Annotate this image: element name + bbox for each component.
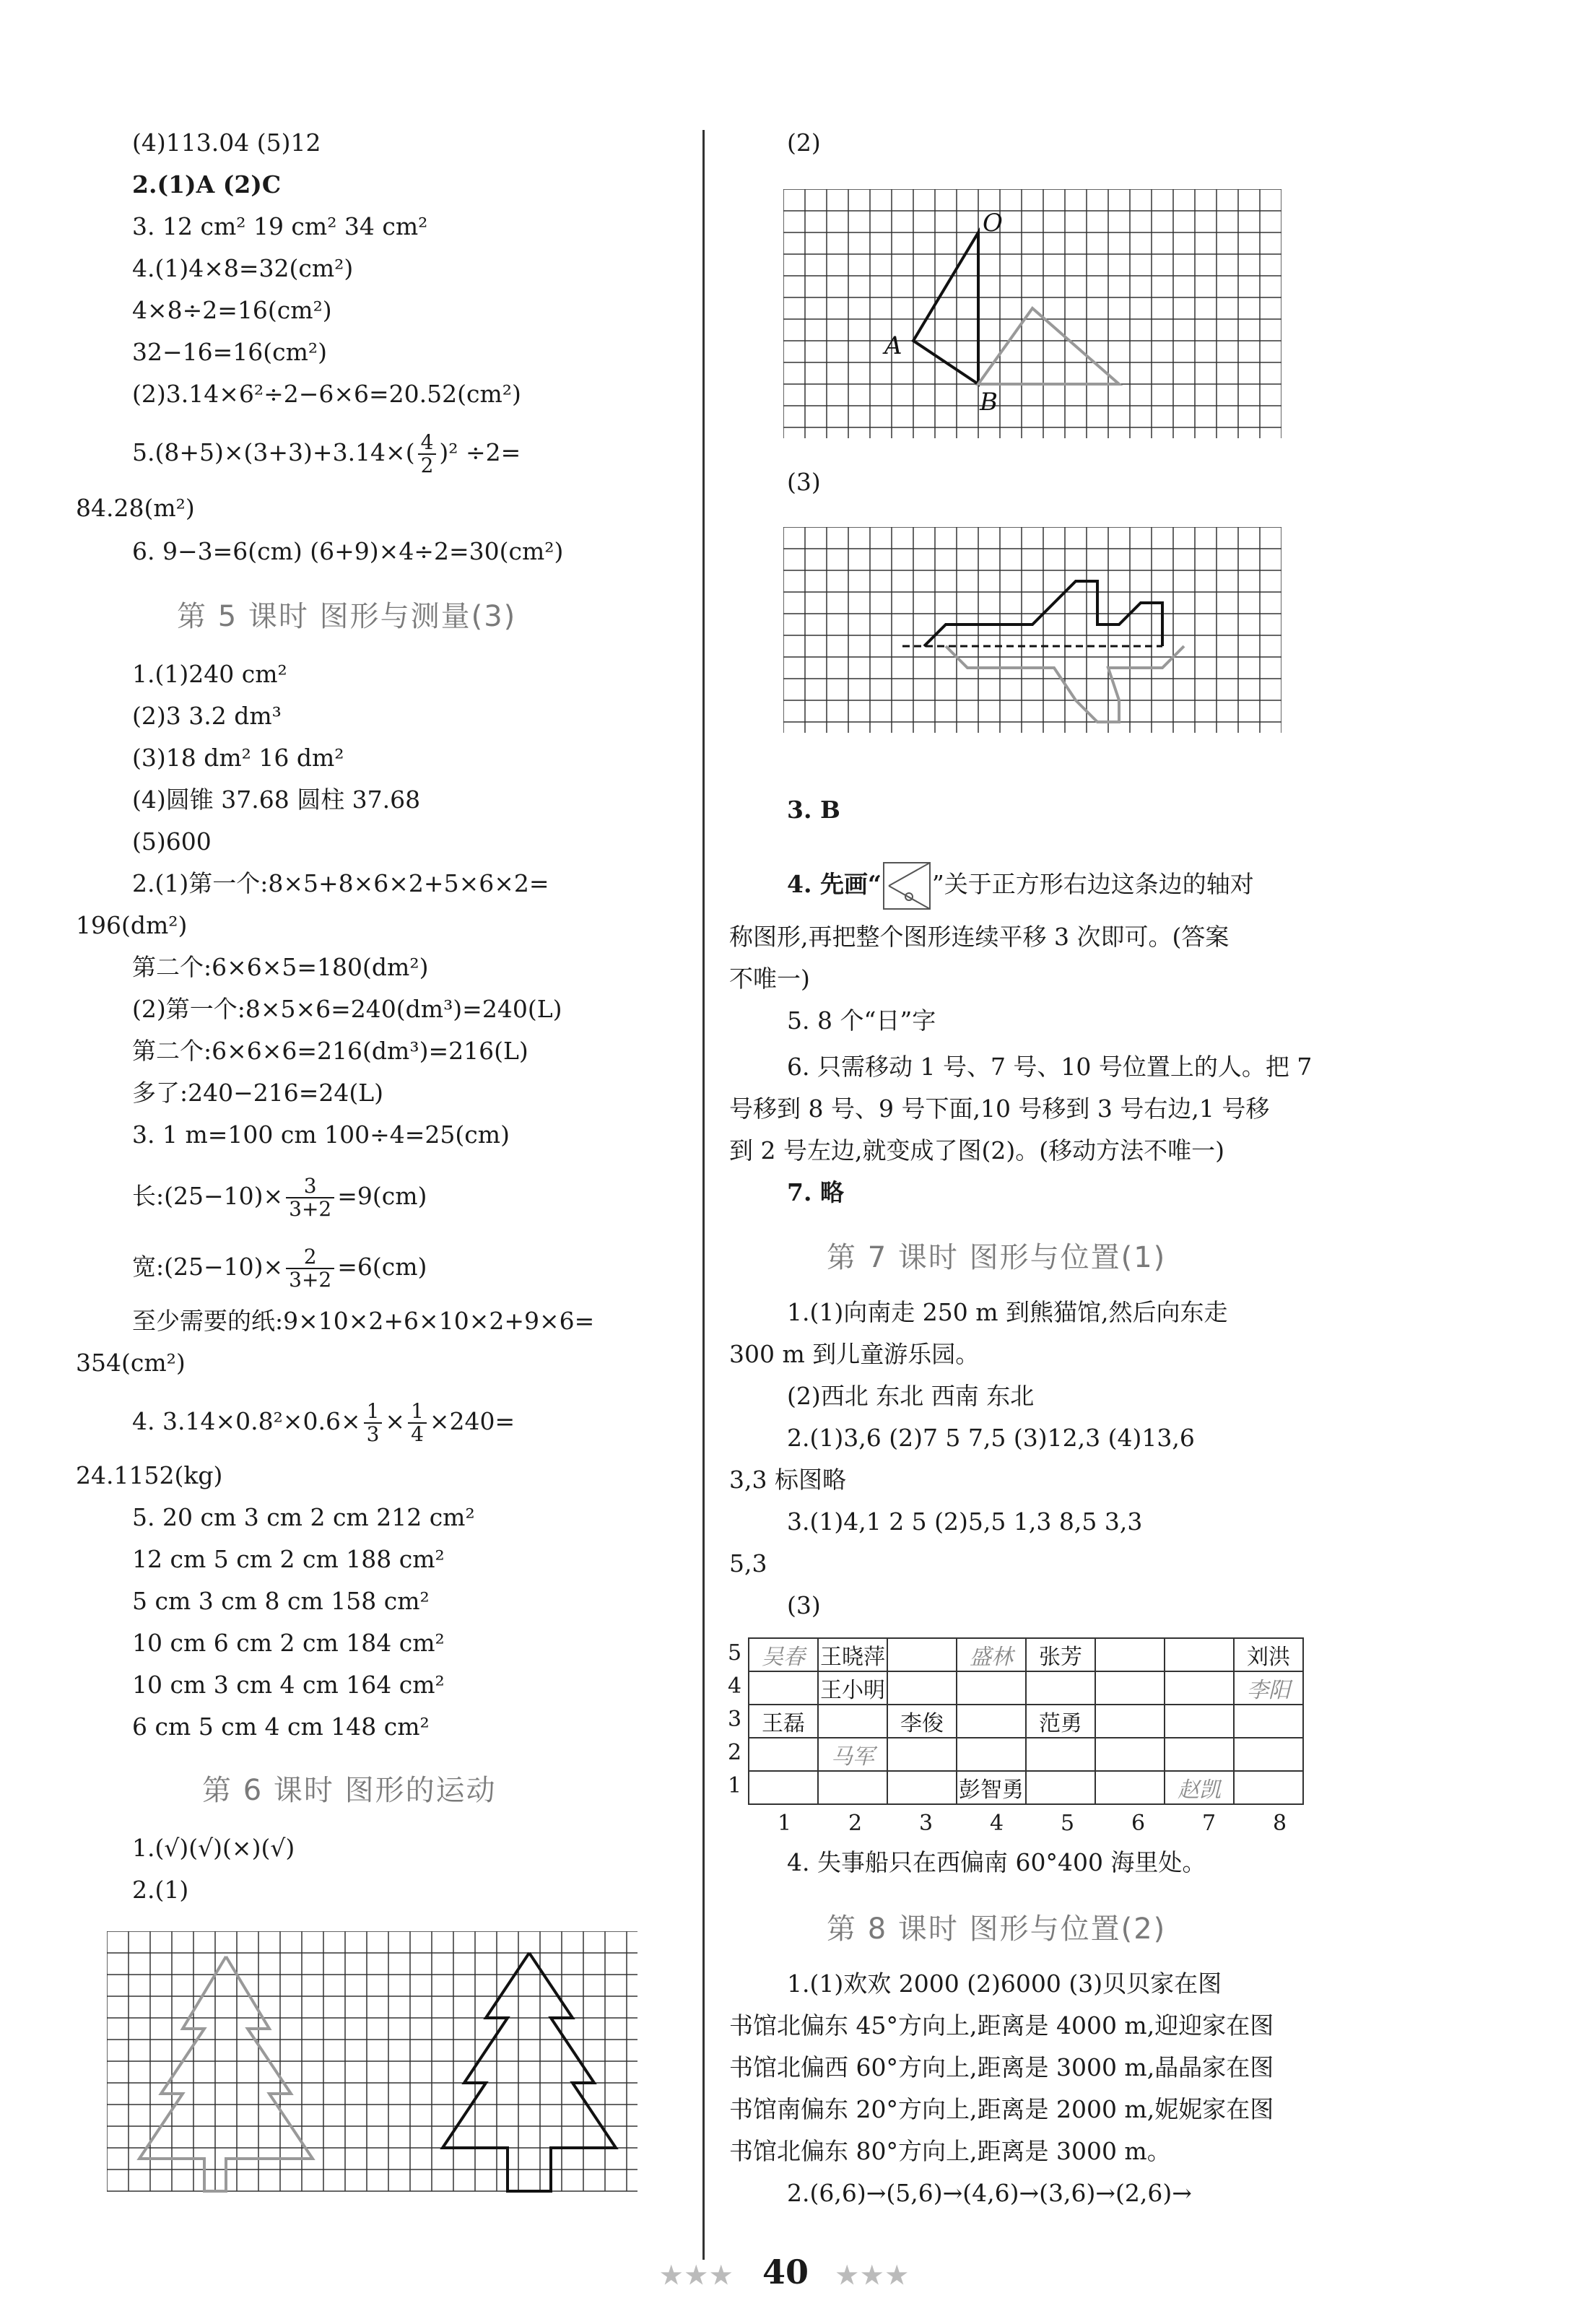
fraction: [286, 1175, 334, 1220]
answer-line: (3): [787, 1591, 821, 1619]
answer-line: 3. 1 m=100 cm 100÷4=25(cm): [132, 1120, 510, 1149]
table-cell: 盛林: [957, 1638, 1026, 1671]
table-cell: [1095, 1638, 1165, 1671]
answer-line: 10 cm 6 cm 2 cm 184 cm²: [132, 1629, 445, 1657]
table-cell: 范勇: [1026, 1705, 1095, 1738]
grid-lines: [783, 527, 1281, 733]
table-cell: 李阳: [1234, 1671, 1303, 1705]
answer-line: 2.(1)A (2)C: [132, 170, 282, 199]
table-cell: [887, 1771, 957, 1804]
answer-line: 书馆南偏东 20°方向上,距离是 2000 m,妮妮家在图: [729, 2095, 1274, 2123]
answer-line: 1.(1)欢欢 2000 (2)6000 (3)贝贝家在图: [787, 1970, 1222, 1998]
answer-line: 1.(1)240 cm²: [132, 660, 287, 688]
answer-line-with-fraction: [132, 1175, 427, 1220]
answer-line: 4.(1)4×8=32(cm²): [132, 254, 354, 282]
table-cell: 王磊: [749, 1705, 818, 1738]
answer-line: 5. 8 个“日”字: [787, 1006, 936, 1035]
answer-line: (4)113.04 (5)12: [132, 129, 321, 157]
answer-line: 24.1152(kg): [76, 1461, 223, 1489]
fraction-numerator: 1: [408, 1401, 427, 1424]
table-cell: [1095, 1671, 1165, 1705]
fraction-denominator: 2: [420, 453, 434, 477]
table-cell: 刘洪: [1234, 1638, 1303, 1671]
answer-line: (4)圆锥 37.68 圆柱 37.68: [132, 785, 421, 814]
answer-line: 300 m 到儿童游乐园。: [729, 1340, 980, 1368]
column-label: 3: [919, 1811, 934, 1836]
page-footer: [0, 2253, 1571, 2292]
answer-line-with-fraction: [132, 1401, 515, 1445]
label-a: A: [884, 331, 902, 360]
row-label: 3: [728, 1707, 742, 1732]
table-cell: 王小明: [818, 1671, 887, 1705]
table-row: [749, 1738, 1303, 1771]
column-label: 7: [1202, 1811, 1217, 1836]
answer-line: 2.(6,6)→(5,6)→(4,6)→(3,6)→(2,6)→: [787, 2179, 1192, 2207]
table-cell: [1234, 1771, 1303, 1804]
answer-line: 2.(1): [132, 1876, 189, 1904]
answer-line: 不唯一): [729, 965, 810, 993]
fraction-numerator: 2: [286, 1246, 334, 1269]
fraction-numerator: 4: [418, 432, 437, 455]
table-cell: 李俊: [887, 1705, 957, 1738]
fraction-numerator: 1: [364, 1401, 383, 1424]
text-segment: =6(cm): [337, 1253, 427, 1281]
table-cell: [1026, 1738, 1095, 1771]
table-row: [749, 1638, 1303, 1671]
text-segment: 长:(25−10)×: [132, 1182, 284, 1210]
table-cell: [1095, 1738, 1165, 1771]
answer-line: 6. 9−3=6(cm) (6+9)×4÷2=30(cm²): [132, 537, 564, 565]
answer-line: 号移到 8 号、9 号下面,10 号移到 3 号右边,1 号移: [729, 1094, 1270, 1123]
page-number: 40: [762, 2253, 809, 2292]
answer-line: 12 cm 5 cm 2 cm 188 cm²: [132, 1545, 445, 1573]
table-cell: 赵凯: [1165, 1771, 1234, 1804]
answer-line: 3. 12 cm² 19 cm² 34 cm²: [132, 212, 428, 240]
answer-line: 3. B: [787, 796, 840, 824]
answer-line: (3): [787, 468, 821, 496]
table-cell: [1095, 1705, 1165, 1738]
column-label: 1: [778, 1811, 792, 1836]
table-cell: [749, 1771, 818, 1804]
table-cell: [1026, 1771, 1095, 1804]
table-cell: [749, 1738, 818, 1771]
answer-line: 3.(1)4,1 2 5 (2)5,5 1,3 8,5 3,3: [787, 1507, 1143, 1536]
row-label: 4: [728, 1674, 742, 1699]
answer-line: 第二个:6×6×6=216(dm³)=216(L): [132, 1037, 528, 1065]
answer-line: 84.28(m²): [76, 494, 195, 522]
answer-line: 10 cm 3 cm 4 cm 164 cm²: [132, 1671, 445, 1699]
table-cell: [957, 1671, 1026, 1705]
section-heading: 第 5 课时 图形与测量(3): [177, 600, 517, 633]
answer-line: (2)3.14×6²÷2−6×6=20.52(cm²): [132, 380, 521, 408]
table-cell: [1165, 1738, 1234, 1771]
table-cell: 彭智勇: [957, 1771, 1026, 1804]
table-cell: 王晓萍: [818, 1638, 887, 1671]
table-row: [749, 1771, 1303, 1804]
table-cell: [887, 1638, 957, 1671]
answer-line: 5. 20 cm 3 cm 2 cm 212 cm²: [132, 1503, 475, 1531]
answer-line-with-fraction: [132, 1246, 427, 1291]
answer-line: 到 2 号左边,就变成了图(2)。(移动方法不唯一): [729, 1136, 1224, 1165]
fraction-denominator: 4: [411, 1422, 424, 1446]
table-cell: [818, 1705, 887, 1738]
table-cell: [1165, 1671, 1234, 1705]
answer-line: (2)西北 东北 西南 东北: [787, 1382, 1035, 1410]
answer-line: 4. 失事船只在西偏南 60°400 海里处。: [787, 1848, 1206, 1876]
fraction: [418, 432, 437, 476]
table-cell: [818, 1771, 887, 1804]
text-segment: )² ÷2=: [439, 438, 521, 466]
answer-line: (2): [787, 129, 821, 157]
table-cell: 吴春: [749, 1638, 818, 1671]
table-cell: [887, 1671, 957, 1705]
text-segment: =9(cm): [337, 1182, 427, 1210]
fraction-denominator: 3+2: [289, 1268, 332, 1292]
text-segment: 4. 3.14×0.8²×0.6×: [132, 1407, 361, 1435]
answer-line: 至少需要的纸:9×10×2+6×10×2+9×6=: [132, 1307, 595, 1335]
column-divider: [702, 130, 705, 2260]
fraction-numerator: 3: [286, 1175, 334, 1198]
black-tree-shape: [443, 1953, 616, 2191]
answer-line: 196(dm²): [76, 911, 188, 939]
text-segment: ×240=: [429, 1407, 515, 1435]
table-cell: [957, 1738, 1026, 1771]
answer-line: (2)3 3.2 dm³: [132, 702, 282, 730]
text-segment: 4. 先画“: [787, 870, 882, 898]
answer-line: 书馆北偏东 80°方向上,距离是 3000 m。: [729, 2137, 1171, 2165]
tree-grid-figure: [107, 1931, 637, 2195]
answer-line: 第二个:6×6×5=180(dm²): [132, 953, 429, 981]
answer-line: (5)600: [132, 827, 212, 856]
fraction: [364, 1401, 383, 1445]
text-segment: ”关于正方形右边这条边的轴对: [931, 870, 1254, 898]
table-cell: 马军: [818, 1738, 887, 1771]
gray-tree-shape: [139, 1957, 313, 2191]
text-segment: ×: [385, 1407, 406, 1435]
grid-lines: [783, 189, 1281, 438]
table-cell: [749, 1671, 818, 1705]
text-segment: 5.(8+5)×(3+3)+3.14×(: [132, 438, 415, 466]
fraction: [286, 1246, 334, 1291]
answer-line: 2.(1)第一个:8×5+8×6×2+5×6×2=: [132, 869, 549, 897]
text-segment: 宽:(25−10)×: [132, 1253, 284, 1281]
column-label: 8: [1273, 1811, 1287, 1836]
table-cell: [1234, 1738, 1303, 1771]
answer-line: (2)第一个:8×5×6=240(dm³)=240(L): [132, 995, 562, 1023]
table-cell: 张芳: [1026, 1638, 1095, 1671]
answer-line: 5 cm 3 cm 8 cm 158 cm²: [132, 1587, 430, 1615]
answer-line: 3,3 标图略: [729, 1466, 846, 1494]
answer-line: 7. 略: [787, 1178, 844, 1206]
answer-line: 32−16=16(cm²): [132, 338, 328, 366]
table-row: [749, 1671, 1303, 1705]
square-pattern-icon: [882, 861, 932, 911]
answer-line-with-icon: [787, 861, 1254, 911]
answer-line: 书馆北偏西 60°方向上,距离是 3000 m,晶晶家在图: [729, 2053, 1274, 2081]
column-label: 6: [1131, 1811, 1146, 1836]
triangle-rotation-figure: [783, 189, 1281, 438]
table-cell: [957, 1705, 1026, 1738]
star-decoration: ★★★: [660, 2261, 735, 2290]
table-cell: [1234, 1705, 1303, 1738]
label-b: B: [980, 388, 998, 417]
table-row: [749, 1705, 1303, 1738]
axis-symmetry-figure: [783, 527, 1281, 733]
fraction-denominator: 3: [366, 1422, 380, 1446]
answer-line: 1.(1)向南走 250 m 到熊猫馆,然后向东走: [787, 1298, 1228, 1326]
row-label: 5: [728, 1640, 742, 1666]
answer-line: 354(cm²): [76, 1349, 186, 1377]
triangle-oab: [913, 232, 978, 384]
star-decoration: ★★★: [836, 2261, 911, 2290]
answer-line: 4×8÷2=16(cm²): [132, 296, 332, 324]
label-o: O: [983, 209, 1003, 238]
table-cell: [1095, 1771, 1165, 1804]
column-label: 4: [990, 1811, 1004, 1836]
row-label: 1: [728, 1773, 742, 1798]
answer-line: 6. 只需移动 1 号、7 号、10 号位置上的人。把 7: [787, 1053, 1313, 1081]
answer-line: 6 cm 5 cm 4 cm 148 cm²: [132, 1712, 430, 1741]
table-cell: [1165, 1705, 1234, 1738]
fraction-denominator: 3+2: [289, 1197, 332, 1221]
table-cell: [1165, 1638, 1234, 1671]
seating-position-table: [748, 1637, 1304, 1805]
answer-line: 多了:240−216=24(L): [132, 1079, 384, 1107]
column-label: 5: [1061, 1811, 1075, 1836]
table-cell: [887, 1738, 957, 1771]
section-heading: 第 7 课时 图形与位置(1): [827, 1241, 1167, 1274]
answer-line: 2.(1)3,6 (2)7 5 7,5 (3)12,3 (4)13,6: [787, 1424, 1195, 1452]
answer-line: 5,3: [729, 1549, 767, 1577]
section-heading: 第 8 课时 图形与位置(2): [827, 1912, 1167, 1946]
row-label: 2: [728, 1740, 742, 1765]
answer-line: 称图形,再把整个图形连续平移 3 次即可。(答案: [729, 923, 1230, 951]
fraction: [408, 1401, 427, 1445]
answer-line-with-fraction: [132, 432, 521, 476]
grid-lines: [107, 1931, 637, 2191]
table-cell: [1026, 1671, 1095, 1705]
answer-line: 1.(√)(√)(×)(√): [132, 1834, 295, 1862]
section-heading: 第 6 课时 图形的运动: [202, 1774, 497, 1807]
column-label: 2: [848, 1811, 863, 1836]
answer-line: 书馆北偏东 45°方向上,距离是 4000 m,迎迎家在图: [729, 2011, 1274, 2040]
answer-line: (3)18 dm² 16 dm²: [132, 744, 344, 772]
